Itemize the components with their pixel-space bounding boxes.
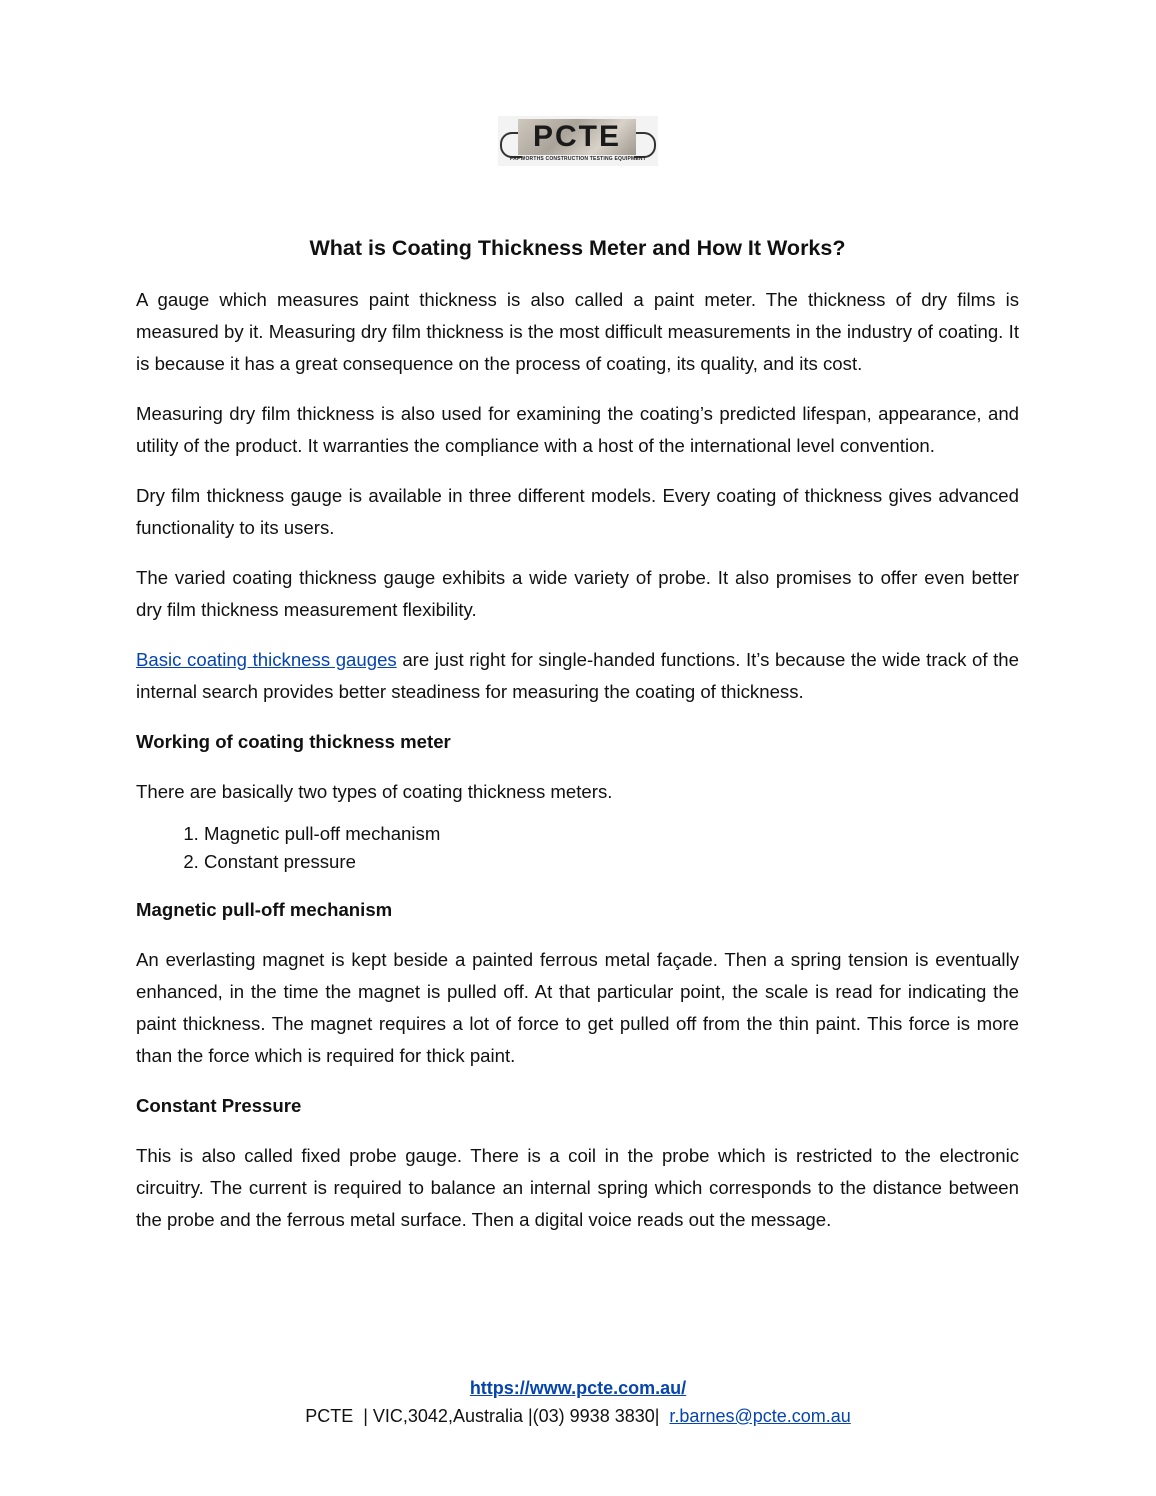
paragraph: There are basically two types of coating thickness meters. [136, 781, 613, 802]
paragraph: Measuring dry film thickness is also used for examining the coating’s predicted lifespan, appearance, and utility of the product. It warranties the compliance with a host of the international level convention. [136, 403, 1019, 456]
paragraph-with-link [136, 644, 1019, 708]
section-heading: Working of coating thickness meter [136, 731, 451, 752]
paragraph: An everlasting magnet is kept beside a painted ferrous metal façade. Then a spring tension is eventually enhanced, in the time the magnet is pulled off. At that particular point, the scale is read for indicating the paint thickness. The magnet requires a lot of force to get pulled off from the thin paint. This force is more than the force which is required for thick paint. [136, 949, 1019, 1066]
paragraph-text: are just right for single-handed functions. It’s because the wide track of the internal search provides better steadiness for measuring the coating of thickness. [136, 649, 1019, 702]
types-list [136, 820, 1019, 876]
paragraph: Dry film thickness gauge is available in three different models. Every coating of thickness gives advanced functionality to its users. [136, 485, 1019, 538]
website-link[interactable]: https://www.pcte.com.au/ [469, 1378, 687, 1398]
section-heading: Constant Pressure [136, 1095, 302, 1116]
email-link[interactable]: r.barnes@pcte.com.au [669, 1406, 851, 1426]
footer [0, 1374, 1156, 1430]
page-title: What is Coating Thickness Meter and How It Works? [309, 236, 846, 260]
document-body [136, 232, 1019, 1254]
list-item: 1. Magnetic pull-off mechanism [204, 820, 1019, 848]
basic-gauges-link[interactable]: Basic coating thickness gauges [136, 649, 397, 670]
paragraph: A gauge which measures paint thickness is also called a paint meter. The thickness of dry films is measured by it. Measuring dry film thickness is the most difficult measurements in the industry of coating. It is because it has a great consequence on the process of coating, its quality, and its cost. [136, 289, 1019, 374]
paragraph: This is also called fixed probe gauge. There is a coil in the probe which is restricted to the electronic circuitry. The current is required to balance an internal spring which corresponds to the distance between the probe and the ferrous metal surface. Then a digital voice reads out the message. [136, 1145, 1019, 1230]
section-heading: Magnetic pull-off mechanism [136, 899, 393, 920]
logo-tagline: PAPWORTHS CONSTRUCTION TESTING EQUIPMENT [510, 156, 646, 162]
list-item: 2. Constant pressure [204, 848, 1019, 876]
paragraph: The varied coating thickness gauge exhibits a wide variety of probe. It also promises to offer even better dry film thickness measurement flexibility. [136, 567, 1019, 620]
logo-wire-right [634, 132, 656, 158]
pcte-logo [498, 116, 658, 166]
company-info: PCTE | VIC,3042,Australia |(03) 9938 3830| [305, 1406, 670, 1426]
logo-text: PCTE [532, 120, 621, 153]
